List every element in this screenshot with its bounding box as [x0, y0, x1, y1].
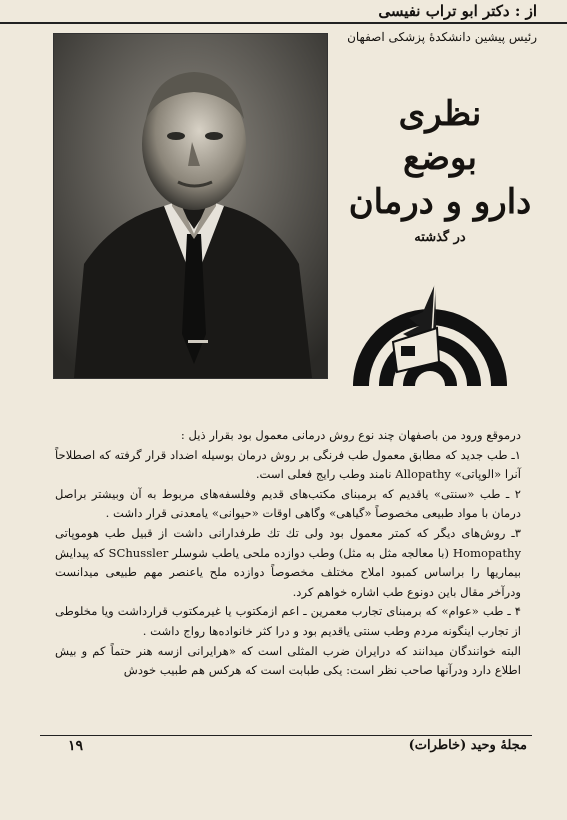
title-line-3: دارو و درمان	[348, 182, 532, 222]
article-title-block	[330, 92, 550, 245]
title-subtitle: در گذشته	[414, 230, 466, 245]
body-paragraph-1: ۱ـ طب جدید که مطابق معمول طب فرنگی بر روش درمان بوسیله اضداد قرار گرفته که اصطلاحاً آنرا «الوپاتی» Allopathy نامند وطب رایج فعلی است.	[55, 447, 521, 482]
body-paragraph-intro: درموقع ورود من باصفهان چند نوع روش درمانی معمول بود بقرار ذیل :	[180, 428, 521, 442]
page-number: ۱۹	[68, 738, 84, 754]
body-paragraph-5: البته خوانندگان میدانند که درایران ضرب المثلی است که «هرایرانی ازسه هنر حتماً کم و بیش اطلاع دارد ودرآنها صاحب نظر است: یکی طبابت است که هرکس هم طبیب خودش	[55, 643, 521, 678]
header-rule	[0, 22, 567, 24]
journal-name: مجلهٔ وحید (خاطرات)	[408, 738, 527, 753]
author-affiliation: رئیس پیشین دانشکدهٔ پزشکی اصفهان	[347, 30, 537, 44]
title-line-1: نظری	[398, 94, 482, 134]
title-line-2: بوضع	[403, 138, 477, 178]
author-name: از : دکتر ابو تراب نفیسی	[378, 2, 537, 20]
author-portrait-photo	[53, 33, 328, 379]
footer-rule	[40, 735, 532, 736]
article-body	[55, 426, 521, 681]
body-paragraph-2: ۲ ـ طب «سنتی» یاقدیم که برمبنای مکتب‌های قدیم وفلسفه‌های مربوط به آن وبیشتر براصل درمان با مواد طبیعی مخصوصاً «گیاهی» وگاهی اوقات «حیوانی» یامعدنی قرار داشت .	[55, 486, 521, 521]
body-paragraph-4: ۴ ـ طب «عوام» که برمبنای تجارب معمرین ـ اعم ازمکتوب یا غیرمکتوب قرارداشت ویا مخلوطی از تجارب اینگونه مردم وطب سنتی یاقدیم بود و درا کثر خانواده‌ها رواج داشت .	[55, 604, 521, 638]
body-paragraph-3: ۳ـ روش‌های دیگر که کمتر معمول بود ولی تك تك طرفدارانی داشت از قبیل طب هوموپاتی Homopathy (با معالجه مثل به مثل) وطب دوازده ملحی یاطب شوسلر SChussler که پیدایش بیماریها را براساس کمبود املاح مختلف مخصوصاً دوازده ملح یاعنصر مهم طبیعی میدانست ودرآخر مقال باین دونوع طب اشاره خواهم کرد.	[55, 525, 521, 599]
feather-quill-arc-logo	[345, 282, 515, 386]
